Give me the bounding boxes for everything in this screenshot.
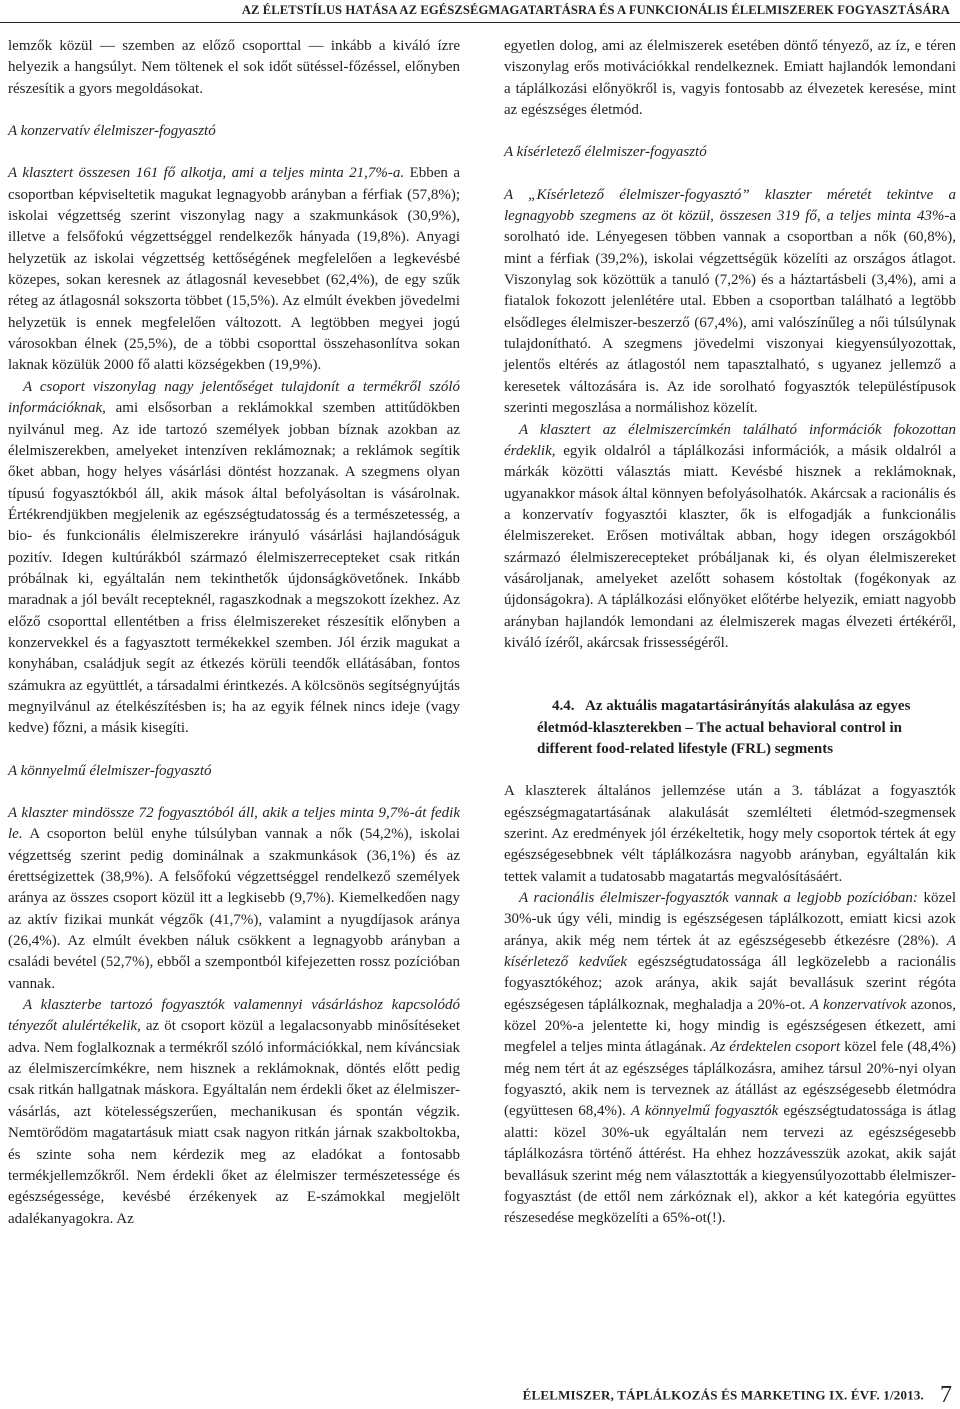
paragraph: lemzők közül — szemben az előző csoporttal — inkább a kiváló ízre helyezik a hangsúlyt. Nem töltenek el sok időt sütéssel-főzéssel, előnyben részesítik a gyors megoldásokat.	[8, 38, 460, 97]
paragraph-text: a sorolható ide. Lényegesen többen vannak a csoportban a nők (60,8%), mint a férfiak (39,2%), iskolai végzettségük közelíti az országos átlagot. Viszonylag sok közöttük a tanuló (7,2%) és a háztartásbeli (3,4%), ami a fiatalok fokozott jelenlétére utal. Ebben a csoportban található a legtöbb elsődleges élelmiszer-beszerző (67,4%), ami valószínűleg a női túlsúlynak tulajdonítható. A szegmens jövedelmi viszonyai kiegyensúlyozottak, jelentős eltérés az átlagostól nem tapasztalható, s ugyanez jellemző a keresetek változására is. Az ide sorolható fogyasztók településtípusok szerinti megoszlása a normálishoz közelít.	[504, 208, 956, 417]
paragraph-text: egészségtudatossága is átlag alatti: közel 30%-uk egyáltalán nem tervezi az egészségesebb táplálkozásra történő áttérést. Ha ehhez hozzávesszük azokat, akik saját bevallásuk szerint még nem választották a kiegyensúlyozottabb élelmiszer-fogyasztást (de ettől nem zárkóznak el), akkor a két kategória együttes részesedése megközelíti a 65%-ot(!).	[504, 1103, 956, 1227]
paragraph-text: egyik oldalról a táplálkozási információk, a másik oldalról a márkák közötti választás miatt. Kevésbé hisznek a reklámoknak, ugyanakkor mások által könnyen befolyásolhatók. Akárcsak a racionális és a konzervatív fogyasztói klaszter, ők is elfogadják a funkcionális élelmiszereket. Erősen motiváltak abban, hogy idegen országokból származó élelmiszerecepteket próbáljanak ki, és olyan élelmiszereket vásároljanak, amelyeket azelőtt sohasem kóstoltak (fogékonyak az újdonságokra). A táplálkozási előnyöket előtérbe helyezik, emiatt nagyobb arányban hajlandók lemondani az élelmiszerek magas élvezeti értékéről, kiváló ízéről, akárcsak frissességéről.	[504, 442, 956, 651]
paragraph	[8, 995, 460, 1230]
paragraph	[8, 163, 460, 376]
running-header: AZ ÉLETSTÍLUS HATÁSA AZ EGÉSZSÉGMAGATARTÁSRA ÉS A FUNKCIONÁLIS ÉLELMISZEREK FOGYASZTÁSÁRA	[241, 3, 950, 17]
italic-lead: A klasztert összesen 161 fő alkotja, ami a teljes minta 21,7%-a.	[8, 165, 405, 182]
paragraph	[504, 888, 956, 1230]
paragraph-text: A csoporton belül enyhe túlsúlyban vannak a nők (54,2%), iskolai végzettség szerint pedig dominálnak a szakmunkások (36,1%) és az érettségizettek (38,9%). A felsőfokú végzettséggel rendelkező személyek aránya az összes csoport közül itt a legkisebb (9,7%). Kiemelkedően nagy az aktív fizikai munkát végzők (41,7%), valamint a nyugdíjasok aránya (26,4%). Az elmúlt években náluk csökkent a legnagyobb arányban a családi bevétel (52,7%), ebből a szempontból kifejezetten rossz pozícióban vannak.	[8, 826, 460, 992]
italic-lead: A racionális élelmiszer-fogyasztók vannak a legjobb pozícióban:	[519, 890, 918, 907]
page-number: 7	[940, 1382, 952, 1408]
page-footer	[523, 1382, 952, 1409]
paragraph-text: egészségtudatossága áll legközelebb a racionális fogyasztókéhoz; azok aránya, akik saját bevallásuk szerint régóta egészségesen táplálkoznak, meghaladja a 20%-ot.	[504, 954, 956, 1013]
italic-lead: A csoport viszonylag nagy jelentőséget tulajdonít a termékről szóló információknak,	[8, 378, 460, 417]
paragraph-text: azonos, közel 20%-a jelentette ki, hogy mindig is egészségesen étkezett, ami megfelel a teljes minta átlagának.	[504, 996, 956, 1056]
subheading-konzervativ: A konzervatív élelmiszer-fogyasztó	[8, 123, 216, 140]
italic-term: A könnyelmű fogyasztók	[630, 1103, 779, 1120]
paragraph	[8, 377, 460, 740]
header-rule	[0, 22, 960, 23]
paragraph	[504, 185, 956, 420]
paragraph-text: Ebben a csoportban képviseltetik magukat legnagyobb arányban a férfiak (57,8%); iskolai végzettség szerint viszonylag nagy a szakmunkások (30,9%), illetve a felsőfokú végzettséggel rendelkezők hányada (19,8%). Anyagi helyzetük az iskolai végzettség kettőségének megfelelően a legkevésbé közepes, sokan keresnek az átlagosnál kevesebbet (62,4%), de egy szűk réteg az átlagosnál sokszorta többet (15,5%). Az elmúlt években jövedelmi helyzetük is ennek megfelelően változott. A legtöbben megyei jogú városokban élnek (25,5%), de a többi csoporttal összehasonlítva sokan laknak közülük 2000 fő alatti községekben (19,9%).	[8, 165, 460, 374]
italic-lead: A klasztert az élelmiszercímkén található információk fokozottan érdeklik,	[504, 421, 956, 459]
section-title: Az aktuális magatartásirányítás alakulása az egyes életmód-klaszterekben – The actual behavioral control in different food-related lifestyle (FRL) segments	[537, 698, 911, 757]
italic-lead: A klaszter mindössze 72 fogyasztóból áll, akik a teljes minta 9,7%-át fedik le.	[8, 805, 460, 843]
section-number: 4.4.	[552, 698, 575, 715]
paragraph	[8, 803, 460, 995]
subheading-kiserletezo: A kísérletező élelmiszer-fogyasztó	[504, 144, 707, 161]
section-heading	[504, 696, 956, 760]
paragraph	[504, 420, 956, 655]
italic-lead: A „Kísérletező élelmiszer-fogyasztó” klaszter méretét tekintve a legnagyobb szegmens az öt közül, összesen 319 fő, a teljes minta 43%-	[504, 186, 956, 225]
paragraph-text: közel fele (48,4%) még nem tért át az egészséges táplálkozásra, amihez társul 20%-nyi olyan fogyasztó, akik nem is terveznek az átállást az egészségesebb életmódra (együttesen 68,4%).	[504, 1039, 956, 1120]
paragraph-text: az öt csoport közül a legalacsonyabb minősítéseket adva. Nem foglalkoznak a termékről szóló információkkal, nem kíváncsiak az élelmiszercímkékre, nem hisznek a reklámoknak, döntés előtt pedig csak ritkán hallgatnak máskora. Egyáltalán nem érdekli őket az élelmiszer-vásárlás, azt kötelességszerűen, mechanikusan és spontán végzik. Nemtörődöm magatartásuk miatt csak nagyon ritkán járnak szakboltokba, és szinte soha nem kérdezik meg az eladókat a fontosabb termékjellemzőkről. Nem érdekli őket az élelmiszer természetessége és egészségessége, kevésbé érzékenyek az E-számokkal megjelölt adalékanyagokra. Az	[8, 1018, 460, 1227]
italic-term: A kísérletező kedvűek	[504, 932, 956, 971]
paragraph-text: ami elsősorban a reklámokkal szemben attitűdökben nyilvánul meg. Az ide tartozó személyek jobban bíznak azokban az élelmiszerekben, amelyeket intenzíven reklámoznak; a reklámok segítik őket abban, hogy helyes vásárlási döntést hozzanak. A szegmens olyan típusú fogyasztókból áll, akik mások által befolyásoltan is vásárolnak. Értékrendjükben megjelenik az egészségtudatosság és a természetesség, a bio- és funkcionális élelmiszerekre irányuló vásárlási hajlandóságuk pozitív. Idegen kultúrákból származó élelmiszerrecepteket csak ritkán próbálnak ki, egyáltalán nem tekinthetők újdonságkövetőnek. Inkább maradnak a jól bevált recepteknél, ragaszkodnak a megszokott ízekhez. Az előző csoporttal ellentétben a friss élelmiszereket részesítik előnyben a konzervekkel és a fagyasztott termékekkel szemben. Jól érzik magukat a konyhában, családjuk segít az étkezés körüli teendők ellátásában, fontos számukra az együttlét, a társadalmi érintkezés. A kölcsönös segítségnyújtás megnyilvánul az ételkészítésben is; ha az egyik félnek nincs ideje (vagy kedve) főzni, a másik kisegíti.	[8, 400, 460, 737]
journal-title: ÉLELMISZER, TÁPLÁLKOZÁS ÉS MARKETING IX. ÉVF. 1/2013.	[522, 1387, 924, 1403]
subheading-konnyelmu: A könnyelmű élelmiszer-fogyasztó	[8, 762, 212, 779]
left-column	[8, 36, 460, 1230]
italic-lead: A klaszterbe tartozó fogyasztók valamennyi vásárláshoz kapcsolódó tényezőt alulértékelik,	[8, 997, 460, 1035]
italic-term: Az érdektelen csoport	[710, 1039, 841, 1056]
paragraph: A klaszterek általános jellemzése után a 3. táblázat a fogyasztók egészségmagatartásának alakulását szemlélteti életmód-szegmensek szerint. Az eredmények jól érzékeltetik, hogy mely csoportok tértek át egy egészségesebbnek vélt táplálkozásra nagyobb arányban, egyáltalán kik tettek valamit a tudatosabb magatartás megvalósításáért.	[504, 783, 956, 885]
italic-term: A konzervatívok	[809, 996, 907, 1013]
paragraph: egyetlen dolog, ami az élelmiszerek esetében döntő tényező, az íz, e téren viszonylag erős motivációkkal rendelkeznek. Emiatt hajlandók lemondani a táplálkozási előnyökről is, vagyis fontosabb az élvezetek keresése, mint az egészséges életmód.	[504, 38, 956, 119]
paragraph-text: közel 30%-uk úgy véli, mindig is egészségesen táplálkozott, emiatt kicsi azok aránya, akik még nem tértek át az egészségesebb étkezésre (28%).	[504, 890, 957, 949]
right-column	[504, 36, 956, 1230]
